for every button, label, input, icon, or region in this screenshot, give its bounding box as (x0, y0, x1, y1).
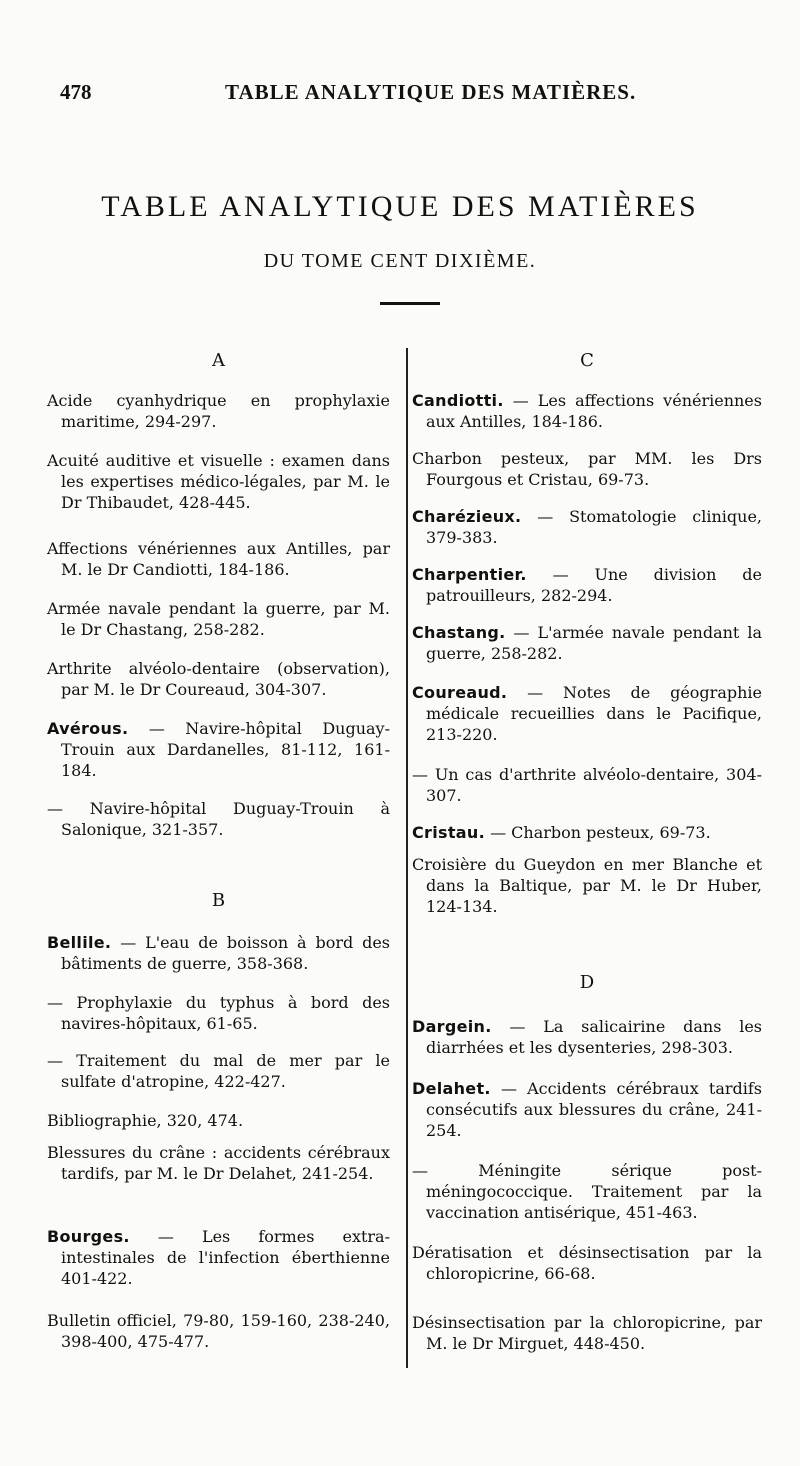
section-letter-a: A (212, 350, 225, 371)
index-entry: Désinsectisation par la chloropicrine, par M. le Dr Mirguet, 448-450. (412, 1313, 762, 1353)
index-entry: Armée navale pendant la guerre, par M. le Dr Chastang, 258-282. (47, 599, 390, 639)
index-entry: Avérous. — Navire-hôpital Duguay-Trouin aux Dardanelles, 81-112, 161-184. (47, 719, 390, 780)
index-entry: Affections vénériennes aux Antilles, par M. le Dr Candiotti, 184-186. (47, 539, 390, 579)
index-entry: Arthrite alvéolo-dentaire (observation), par M. le Dr Coureaud, 304-307. (47, 659, 390, 699)
index-entry: — Méningite sérique post-méningococcique. Traitement par la vaccination antisérique, 451-463. (412, 1161, 762, 1222)
column-divider (406, 348, 408, 1368)
index-entry: Bellile. — L'eau de boisson à bord des bâtiments de guerre, 358-368. (47, 933, 391, 973)
index-entry: Cristau. — Charbon pesteux, 69-73. (412, 823, 711, 842)
index-entry: — Traitement du mal de mer par le sulfate d'atropine, 422-427. (47, 1051, 390, 1091)
page-title: TABLE ANALYTIQUE DES MATIÈRES (101, 190, 699, 223)
index-entry: Bourges. — Les formes extra-intestinales de l'infection éberthienne 401-422. (47, 1227, 390, 1288)
running-head-title: TABLE ANALYTIQUE DES MATIÈRES. (225, 80, 637, 104)
index-entry: Charézieux. — Stomatologie clinique, 379-383. (412, 507, 762, 547)
index-entry: — Navire-hôpital Duguay-Trouin à Salonique, 321-357. (47, 799, 390, 839)
index-entry: Acuité auditive et visuelle : examen dans les expertises médico-légales, par M. le Dr Thibaudet, 428-445. (47, 451, 390, 512)
title-rule (380, 302, 440, 305)
index-entry: Croisière du Gueydon en mer Blanche et dans la Baltique, par M. le Dr Huber, 124-134. (412, 855, 762, 916)
index-entry: Acide cyanhydrique en prophylaxie maritime, 294-297. (47, 391, 390, 431)
index-entry: Delahet. — Accidents cérébraux tardifs consécutifs aux blessures du crâne, 241-254. (412, 1079, 762, 1140)
index-entry: Dargein. — La salicairine dans les diarrhées et les dysenteries, 298-303. (412, 1017, 762, 1057)
index-entry: Dératisation et désinsectisation par la chloropicrine, 66-68. (412, 1243, 762, 1283)
index-entry: Candiotti. — Les affections vénériennes aux Antilles, 184-186. (412, 391, 762, 431)
index-entry: Blessures du crâne : accidents cérébraux tardifs, par M. le Dr Delahet, 241-254. (47, 1143, 390, 1183)
index-entry: — Un cas d'arthrite alvéolo-dentaire, 304-307. (412, 765, 762, 805)
index-entry: Bulletin officiel, 79-80, 159-160, 238-240, 398-400, 475-477. (47, 1311, 390, 1351)
running-head (60, 80, 760, 110)
section-letter-c: C (580, 350, 594, 371)
section-letter-b: B (211, 890, 226, 911)
index-entry: Coureaud. — Notes de géographie médicale recueillies dans le Pacifique, 213-220. (412, 683, 762, 744)
index-entry: Charpentier. — Une division de patrouilleurs, 282-294. (412, 565, 762, 605)
page-number: 478 (60, 80, 92, 104)
index-entry: — Prophylaxie du typhus à bord des navires-hôpitaux, 61-65. (47, 993, 390, 1033)
index-entry: Chastang. — L'armée navale pendant la guerre, 258-282. (412, 623, 763, 663)
index-entry: Bibliographie, 320, 474. (47, 1111, 244, 1130)
section-letter-d: D (579, 972, 595, 993)
page-subtitle: DU TOME CENT DIXIÈME. (263, 250, 537, 272)
index-entry: Charbon pesteux, par MM. les Drs Fourgous et Cristau, 69-73. (412, 449, 762, 489)
